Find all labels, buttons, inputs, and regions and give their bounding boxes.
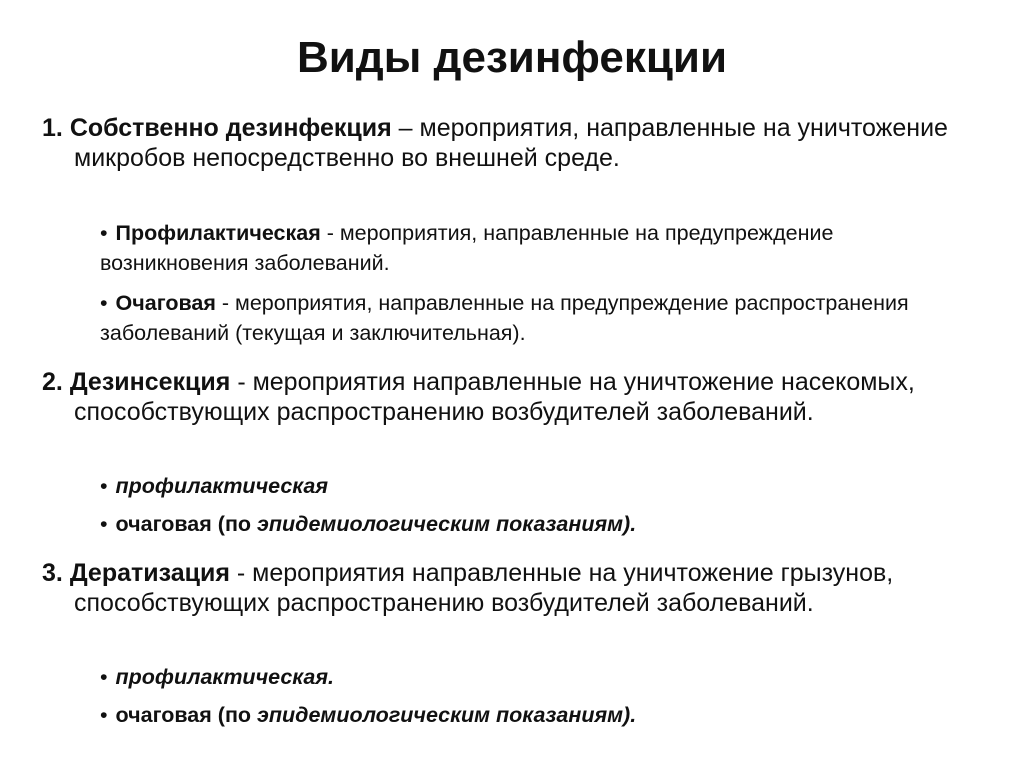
bullet-prophylactic: [100, 218, 980, 278]
bullet-italic-text: профилактическая.: [115, 665, 335, 689]
bullet-dot: •: [100, 665, 108, 689]
bullet-italic-text: эпидемиологическим показаниям).: [257, 512, 637, 536]
bullet-description: - мероприятия, направленные на предупреждение возникновения заболеваний.: [100, 221, 834, 275]
bullet-dot: •: [100, 474, 108, 498]
section-number: 2.: [42, 368, 63, 396]
bullet-focal: [100, 288, 980, 348]
bullet-dot: •: [100, 512, 108, 536]
section-term: Собственно дезинфекция: [69, 114, 392, 142]
bullet-prefix: очаговая (по: [115, 703, 258, 727]
bullet-prefix: очаговая (по: [115, 512, 258, 536]
section-disinsection: [42, 367, 1014, 427]
section-description: - мероприятия направленные на уничтожение грызунов, способствующих распространению возбудителей заболеваний.: [74, 559, 894, 617]
bullet-dot: •: [100, 291, 108, 315]
bullet-focal: [100, 700, 980, 730]
slide-title: Виды дезинфекции: [296, 33, 727, 82]
bullet-term: Профилактическая: [115, 221, 321, 245]
bullet-focal: [100, 509, 980, 539]
section-number: 1.: [42, 114, 63, 142]
section-number: 3.: [42, 559, 63, 587]
section-deratization: [42, 558, 1014, 618]
section-term: Дезинсекция: [69, 368, 231, 396]
section-disinfection: [42, 113, 1014, 173]
section-description: - мероприятия направленные на уничтожение насекомых, способствующих распространению возбудителей заболеваний.: [74, 368, 915, 426]
section-description: – мероприятия, направленные на уничтожение микробов непосредственно во внешней среде.: [74, 114, 948, 172]
bullet-prophylactic: [100, 471, 980, 501]
bullet-italic-text: эпидемиологическим показаниям).: [257, 703, 637, 727]
bullet-description: - мероприятия, направленные на предупреждение распространения заболеваний (текущая и заключительная).: [100, 291, 909, 345]
bullet-italic-text: профилактическая: [115, 474, 329, 498]
bullet-prophylactic: [100, 662, 980, 692]
bullet-term: Очаговая: [115, 291, 216, 315]
bullet-dot: •: [100, 703, 108, 727]
section-term: Дератизация: [69, 559, 230, 587]
bullet-dot: •: [100, 221, 108, 245]
